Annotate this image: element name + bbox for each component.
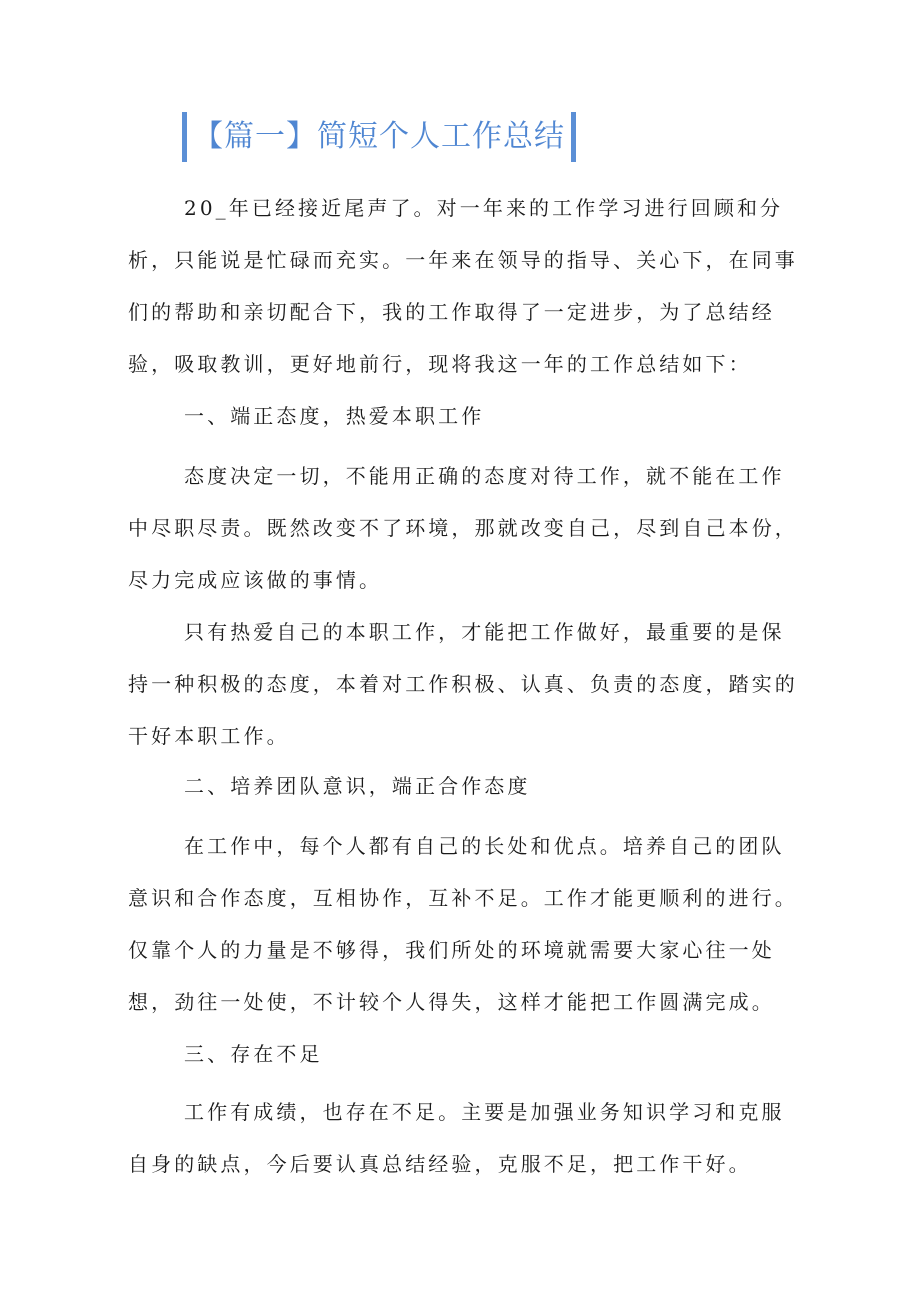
section-3-paragraph-1 [128,1086,800,1190]
section-heading-1: 一、端正态度，热爱本职工作 [184,404,485,428]
section-1-paragraph-1 [128,450,800,606]
title-left-bar [182,112,187,162]
section-1-paragraph-2 [128,606,800,762]
section-heading-3: 三、存在不足 [184,1042,323,1066]
intro-paragraph [128,182,800,390]
section-2-paragraph-1 [128,820,800,1028]
paragraph-text: 工作有成绩，也存在不足。主要是加强业务知识学习和克服自身的缺点，今后要认真总结经验，克服不足，把工作干好。 [128,1100,785,1176]
section-heading-2: 二、培养团队意识，端正合作态度 [184,774,531,798]
document-title-block [182,112,576,162]
intro-text: 20_年已经接近尾声了。对一年来的工作学习进行回顾和分析，只能说是忙碌而充实。一年来在领导的指导、关心下，在同事们的帮助和亲切配合下，我的工作取得了一定进步，为了总结经验，吸取教训，更好地前行，现将我这一年的工作总结如下： [128,196,798,376]
document-title: 【篇一】简短个人工作总结 [193,119,565,154]
paragraph-text: 态度决定一切，不能用正确的态度对待工作，就不能在工作中尽职尽责。既然改变不了环境，那就改变自己，尽到自己本份，尽力完成应该做的事情。 [128,464,798,592]
paragraph-text: 只有热爱自己的本职工作，才能把工作做好，最重要的是保持一种积极的态度，本着对工作积极、认真、负责的态度，踏实的干好本职工作。 [128,620,798,748]
title-right-bar [571,112,576,162]
paragraph-text: 在工作中，每个人都有自己的长处和优点。培养自己的团队意识和合作态度，互相协作，互补不足。工作才能更顺利的进行。仅靠个人的力量是不够得，我们所处的环境就需要大家心往一处想，劲往一处使，不计较个人得失，这样才能把工作圆满完成。 [128,834,798,1014]
